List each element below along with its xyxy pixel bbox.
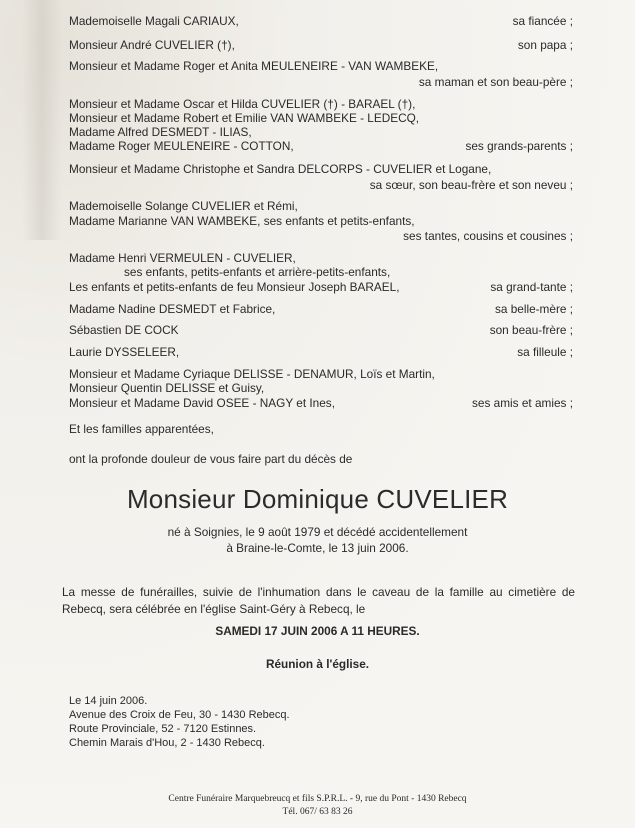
mourner-relation: ses grands-parents ; [465, 139, 573, 153]
mourner-name: Monsieur et Madame Roger et Anita MEULENEIRE - VAN WAMBEKE, [69, 59, 439, 73]
death-line: à Braine-le-Comte, le 13 juin 2006. [226, 541, 409, 555]
mourner-name: Monsieur Quentin DELISSE et Guisy, [69, 381, 265, 395]
mourner-name: Madame Nadine DESMEDT et Fabrice, [69, 302, 276, 316]
mourner-relation: sa fiancée ; [512, 14, 573, 28]
mourner-name: Mademoiselle Magali CARIAUX, [69, 14, 239, 28]
mourner-name: Monsieur et Madame Oscar et Hilda CUVELIER (†) - BARAEL (†), [69, 97, 416, 111]
mourner-name: Mademoiselle Solange CUVELIER et Rémi, [69, 199, 298, 213]
mourner-name: Monsieur et Madame Cyriaque DELISSE - DENAMUR, Loïs et Martin, [69, 367, 435, 381]
mourner-relation: ses amis et amies ; [472, 396, 573, 410]
mourner-relation: ses tantes, cousins et cousines ; [403, 229, 573, 243]
mourner-name: Monsieur et Madame David OSEE - NAGY et Ines, [69, 396, 335, 410]
funeral-paragraph: La messe de funérailles, suivie de l'inhumation dans le caveau de la famille au cimetière de Rebecq, sera célébrée en l'église Saint-Géry à Rebecq, le [62, 585, 575, 616]
funeral-date: SAMEDI 17 JUIN 2006 A 11 HEURES. [215, 624, 420, 638]
mourner-relation: sa filleule ; [517, 345, 573, 359]
mourner-name: Monsieur et Madame Robert et Emilie VAN WAMBEKE - LEDECQ, [69, 111, 420, 125]
mourner-name: Madame Henri VERMEULEN - CUVELIER, [69, 251, 296, 265]
mourner-name: Laurie DYSSELEER, [69, 345, 180, 359]
mourner-name: Sébastien DE COCK [69, 323, 179, 337]
deceased-name: Monsieur Dominique CUVELIER [126, 484, 509, 514]
mourner-name: Madame Marianne VAN WAMBEKE, ses enfants et petits-enfants, [69, 214, 415, 228]
reunion-line: Réunion à l'église. [265, 657, 370, 671]
address-line: Chemin Marais d'Hou, 2 - 1430 Rebecq. [69, 737, 265, 749]
address-date: Le 14 juin 2006. [69, 695, 148, 707]
mourner-relation: son papa ; [517, 38, 573, 52]
mourner-relation: sa sœur, son beau-frère et son neveu ; [369, 178, 573, 192]
mourner-name: Madame Roger MEULENEIRE - COTTON, [69, 139, 294, 153]
funeral-home-phone: Tél. 067/ 63 83 26 [282, 807, 353, 817]
mourner-name: Madame Alfred DESMEDT - ILIAS, [69, 125, 252, 139]
funeral-home-footer: Centre Funéraire Marquebreucq et fils S.P.R.L. - 9, rue du Pont - 1430 Rebecq [168, 794, 467, 804]
announcement-line: ont la profonde douleur de vous faire part du décès de [69, 452, 353, 466]
mourner-relation: son beau-frère ; [489, 323, 573, 337]
families-line: Et les familles apparentées, [69, 422, 214, 436]
mourner-name: Monsieur André CUVELIER (†), [69, 38, 235, 52]
birth-line: né à Soignies, le 9 août 1979 et décédé accidentellement [167, 525, 468, 539]
mourner-name: ses enfants, petits-enfants et arrière-petits-enfants, [124, 265, 391, 279]
mourner-relation: sa belle-mère ; [494, 302, 573, 316]
mourner-name: Monsieur et Madame Christophe et Sandra DELCORPS - CUVELIER et Logane, [69, 162, 492, 176]
paper-fold-shadow [22, 0, 62, 240]
address-line: Route Provinciale, 52 - 7120 Estinnes. [69, 723, 257, 735]
mourner-relation: sa grand-tante ; [490, 280, 573, 294]
mourner-relation: sa maman et son beau-père ; [418, 75, 573, 89]
address-line: Avenue des Croix de Feu, 30 - 1430 Rebecq. [69, 709, 290, 721]
mourner-name: Les enfants et petits-enfants de feu Monsieur Joseph BARAEL, [69, 280, 400, 294]
